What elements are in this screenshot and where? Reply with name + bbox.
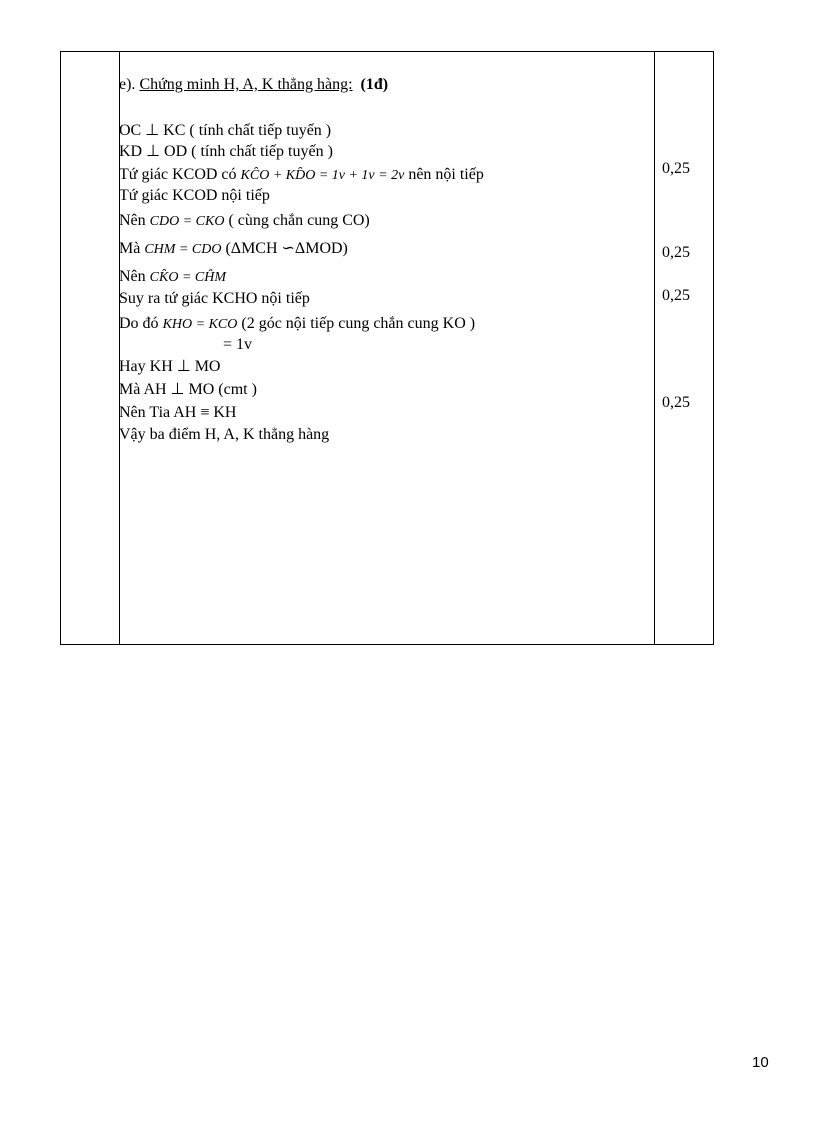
proof-line-5: Nên CDO = CKO ( cùng chắn cung CO) bbox=[119, 212, 370, 229]
proof-line-11: Hay KH ⊥ MO bbox=[119, 358, 221, 375]
score-4: 0,25 bbox=[662, 394, 690, 411]
column-divider-right bbox=[654, 52, 655, 644]
heading-prefix: e). bbox=[119, 76, 140, 93]
proof-line-13: Nên Tia AH ≡ KH bbox=[119, 404, 237, 421]
score-3: 0,25 bbox=[662, 287, 690, 304]
page-number: 10 bbox=[752, 1054, 769, 1071]
proof-line-9: Do đó KHO = KCO (2 góc nội tiếp cung chắn cung KO ) bbox=[119, 315, 476, 332]
score-1: 0,25 bbox=[662, 160, 690, 177]
math-expression: KHO = KCO bbox=[162, 317, 238, 332]
proof-line-7: Nên CK̂O = CĤM bbox=[119, 268, 226, 285]
heading-title: Chứng minh H, A, K thẳng hàng: bbox=[139, 76, 353, 93]
proof-line-10: = 1v bbox=[223, 336, 253, 353]
proof-line-12: Mà AH ⊥ MO (cmt ) bbox=[119, 381, 257, 398]
proof-line-2: KD ⊥ OD ( tính chất tiếp tuyến ) bbox=[119, 143, 333, 160]
column-divider-left bbox=[119, 52, 120, 644]
heading-points: (1đ) bbox=[360, 76, 389, 93]
proof-line-6: Mà CHM = CDO (ΔMCH ∽ΔMOD) bbox=[119, 240, 348, 257]
proof-line-4: Tứ giác KCOD nội tiếp bbox=[119, 187, 270, 204]
answer-table bbox=[60, 51, 714, 645]
proof-line-3: Tứ giác KCOD có KĈO + KD̂O = 1v + 1v = 2v nên nội tiếp bbox=[119, 166, 484, 183]
math-expression: KĈO + KD̂O = 1v + 1v = 2v bbox=[240, 168, 405, 183]
proof-line-1: OC ⊥ KC ( tính chất tiếp tuyến ) bbox=[119, 122, 332, 139]
section-heading bbox=[119, 76, 388, 94]
math-expression: CDO = CKO bbox=[149, 214, 225, 229]
proof-line-8: Suy ra tứ giác KCHO nội tiếp bbox=[119, 290, 310, 307]
score-2: 0,25 bbox=[662, 244, 690, 261]
math-expression: CK̂O = CĤM bbox=[149, 270, 226, 285]
math-expression: CHM = CDO bbox=[144, 242, 222, 257]
proof-line-14: Vậy ba điểm H, A, K thẳng hàng bbox=[119, 426, 330, 443]
